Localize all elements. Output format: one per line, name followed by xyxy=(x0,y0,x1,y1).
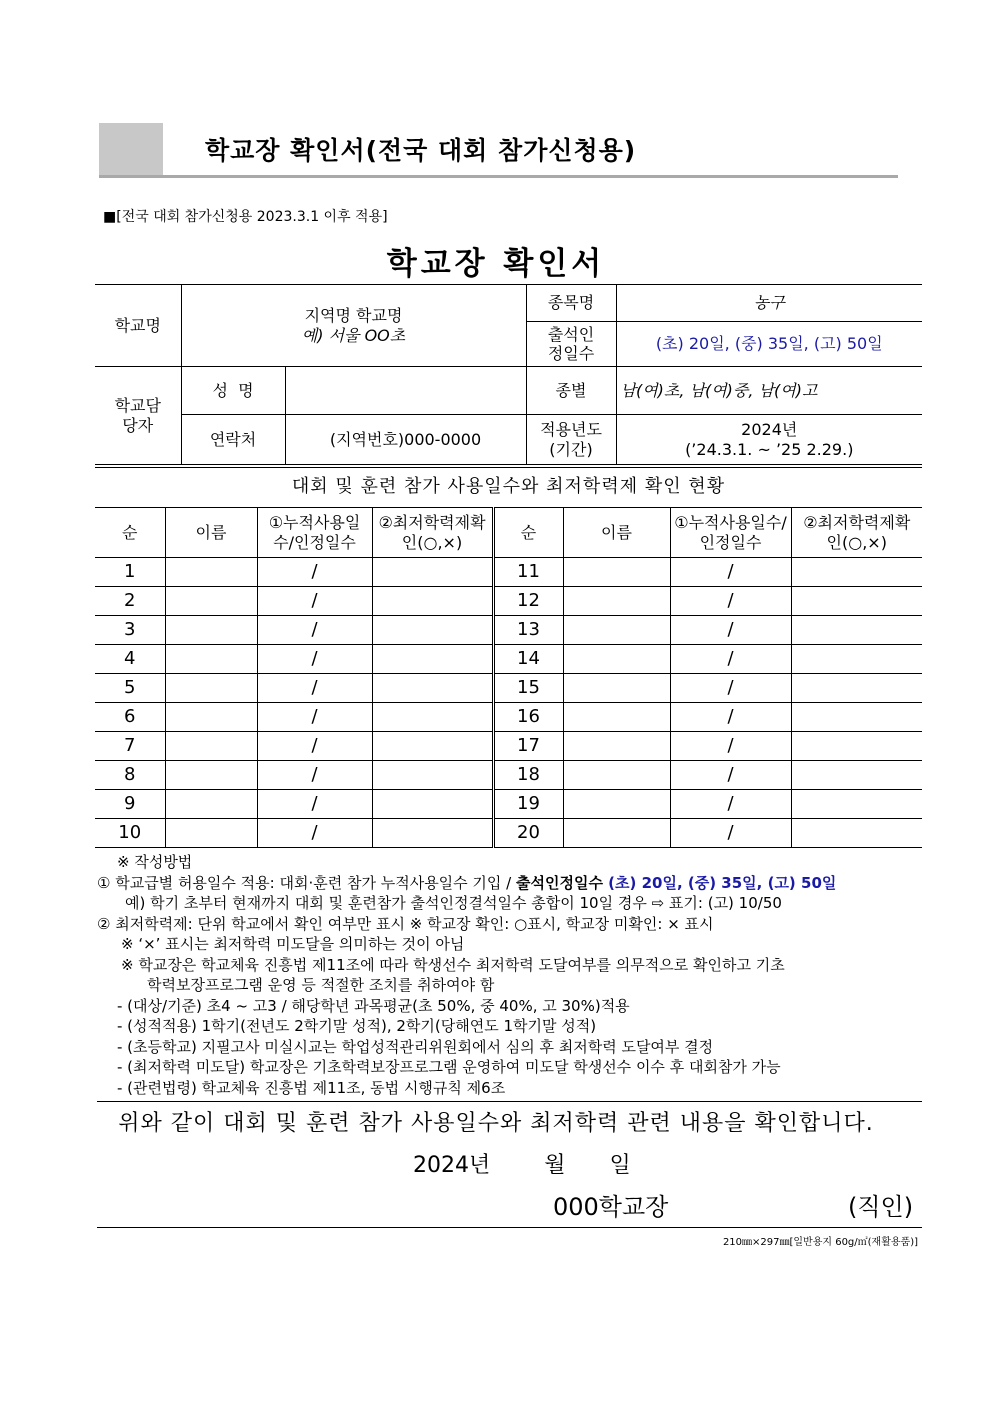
row-number-right: 18 xyxy=(493,761,563,790)
writing-guide xyxy=(97,852,922,1098)
row-days[interactable]: / xyxy=(257,645,372,674)
school-value-line1: 지역명 학교명 xyxy=(304,306,403,326)
row-check[interactable] xyxy=(372,558,493,587)
table-row xyxy=(95,616,922,645)
name-label: 성 명 xyxy=(181,367,285,415)
row-number: 9 xyxy=(95,790,165,819)
detail-3: - (초등학교) 지필고사 미실시교는 학업성적관리위원회에서 심의 후 최저학력 도달여부 결정 xyxy=(117,1037,714,1056)
detail-2: - (성적적용) 1학기(전년도 2학기말 성적), 2학기(당해연도 1학기말 성적) xyxy=(117,1017,597,1035)
row-check[interactable] xyxy=(372,732,493,761)
row-number-right: 20 xyxy=(493,819,563,848)
table-row xyxy=(95,790,922,819)
row-check-right[interactable] xyxy=(791,674,922,703)
manager-label xyxy=(95,367,181,465)
row-check[interactable] xyxy=(372,819,493,848)
school-label: 학교명 xyxy=(95,285,181,367)
header-divider xyxy=(99,175,898,178)
date-line xyxy=(413,1148,631,1179)
row-days-right[interactable]: / xyxy=(670,732,791,761)
note-2-sub2a: ※ 학교장은 학교체육 진흥법 제11조에 따라 학생선수 최저학력 도달여부를 의무적으로 확인하고 기초 xyxy=(121,955,785,974)
row-check[interactable] xyxy=(372,703,493,732)
event-label: 종목명 xyxy=(526,285,616,322)
row-name[interactable] xyxy=(165,732,257,761)
col-name: 이름 xyxy=(165,508,257,558)
contact-label: 연락처 xyxy=(181,415,285,465)
row-name[interactable] xyxy=(165,616,257,645)
date-year[interactable]: 2024년 xyxy=(413,1153,491,1178)
note-2-sub1: ※ ‘×’ 표시는 최저학력 미도달을 의미하는 것이 아님 xyxy=(121,935,465,953)
note-2: ② 최저학력제: 단위 학교에서 확인 여부만 표시 ※ 학교장 확인: ○표시, 학교장 미확인: × 표시 xyxy=(97,914,714,933)
row-check-right[interactable] xyxy=(791,819,922,848)
table-row xyxy=(95,703,922,732)
row-days[interactable]: / xyxy=(257,587,372,616)
manager-label-text: 학교담당자 xyxy=(114,396,161,435)
participation-table xyxy=(95,507,922,848)
col-name-right: 이름 xyxy=(563,508,670,558)
row-days-right[interactable]: / xyxy=(670,674,791,703)
row-check-right[interactable] xyxy=(791,587,922,616)
event-value[interactable]: 농구 xyxy=(616,285,922,322)
year-value-line1: 2024년 xyxy=(741,420,798,440)
name-value[interactable] xyxy=(285,367,526,415)
col-no: 순 xyxy=(95,508,165,558)
row-days[interactable]: / xyxy=(257,761,372,790)
row-check-right[interactable] xyxy=(791,645,922,674)
row-check-right[interactable] xyxy=(791,790,922,819)
row-name[interactable] xyxy=(165,819,257,848)
header-gray-block xyxy=(99,123,163,175)
row-name[interactable] xyxy=(165,761,257,790)
note-2-sub2b: 학력보장프로그램 운영 등 적절한 조치를 취하여야 함 xyxy=(147,976,495,994)
row-name-right[interactable] xyxy=(563,674,670,703)
row-days-right[interactable]: / xyxy=(670,587,791,616)
row-check-right[interactable] xyxy=(791,761,922,790)
contact-value[interactable]: (지역번호)000-0000 xyxy=(285,415,526,465)
category-value[interactable]: 남(여)초, 남(여)중, 남(여)고 xyxy=(616,367,922,415)
col-no-right: 순 xyxy=(493,508,563,558)
row-days-right[interactable]: / xyxy=(670,645,791,674)
note-1-example: 예) 학기 초부터 현재까지 대회 및 훈련참가 출석인정결석일수 총합이 10일 경우 ⇨ 표기: (고) 10/50 xyxy=(125,894,782,912)
col-check-right xyxy=(791,508,922,558)
row-number-right: 19 xyxy=(493,790,563,819)
row-number-right: 17 xyxy=(493,732,563,761)
note-1-text: ① 학교급별 허용일수 적용: 대회·훈련 참가 누적사용일수 기입 / xyxy=(97,873,516,892)
note-1-days: (초) 20일, (중) 35일, (고) 50일 xyxy=(602,873,837,892)
col-days-right-text: ①누적사용일수/인정일수 xyxy=(674,513,787,552)
row-number: 3 xyxy=(95,616,165,645)
row-days-right[interactable]: / xyxy=(670,703,791,732)
col-days-text: ①누적사용일수/인정일수 xyxy=(268,513,361,552)
table-row xyxy=(95,587,922,616)
row-name-right[interactable] xyxy=(563,558,670,587)
row-check-right[interactable] xyxy=(791,732,922,761)
row-check[interactable] xyxy=(372,790,493,819)
row-days-right[interactable]: / xyxy=(670,616,791,645)
row-days[interactable]: / xyxy=(257,819,372,848)
date-month[interactable]: 월 xyxy=(544,1153,566,1178)
row-name-right[interactable] xyxy=(563,761,670,790)
detail-1: - (대상/기준) 초4 ~ 고3 / 해당학년 과목평균(초 50%, 중 40%, 고 30%)적용 xyxy=(117,996,630,1015)
row-number-right: 16 xyxy=(493,703,563,732)
col-check xyxy=(372,508,493,558)
row-number: 2 xyxy=(95,587,165,616)
section-table xyxy=(95,467,922,506)
school-value-example: 예) 서울 OO초 xyxy=(301,325,406,345)
row-check[interactable] xyxy=(372,645,493,674)
row-days[interactable]: / xyxy=(257,674,372,703)
header-title: 학교장 확인서(전국 대회 참가신청용) xyxy=(205,136,637,165)
info-table xyxy=(95,284,922,465)
col-days-right xyxy=(670,508,791,558)
row-check-right[interactable] xyxy=(791,703,922,732)
row-name[interactable] xyxy=(165,558,257,587)
bottom-divider xyxy=(97,1227,922,1228)
row-name-right[interactable] xyxy=(563,790,670,819)
row-name-right[interactable] xyxy=(563,645,670,674)
notice-text: ■[전국 대회 참가신청용 2023.3.1 이후 적용] xyxy=(103,209,388,225)
row-number: 6 xyxy=(95,703,165,732)
col-check-text: ②최저학력제확인(○,×) xyxy=(378,513,486,552)
row-name[interactable] xyxy=(165,790,257,819)
year-label xyxy=(526,415,616,465)
official-seal: (직인) xyxy=(848,1193,914,1221)
row-number: 10 xyxy=(95,819,165,848)
year-value xyxy=(616,415,922,465)
row-name[interactable] xyxy=(165,703,257,732)
detail-5: - (관련법령) 학교체육 진흥법 제11조, 동법 시행규칙 제6조 xyxy=(117,1078,506,1097)
row-name[interactable] xyxy=(165,587,257,616)
confirm-statement: 위와 같이 대회 및 훈련 참가 사용일수와 최저학력 관련 내용을 확인합니다. xyxy=(118,1111,874,1136)
row-check[interactable] xyxy=(372,616,493,645)
row-name-right[interactable] xyxy=(563,587,670,616)
date-day[interactable]: 일 xyxy=(609,1153,631,1178)
row-number: 5 xyxy=(95,674,165,703)
row-name[interactable] xyxy=(165,645,257,674)
row-number: 7 xyxy=(95,732,165,761)
attendance-label xyxy=(526,322,616,367)
principal-name: 000학교장 xyxy=(553,1193,669,1221)
row-number-right: 11 xyxy=(493,558,563,587)
table-row xyxy=(95,732,922,761)
notes-heading: ※ 작성방법 xyxy=(117,853,193,871)
col-days xyxy=(257,508,372,558)
row-name-right[interactable] xyxy=(563,703,670,732)
row-check-right[interactable] xyxy=(791,616,922,645)
row-name-right[interactable] xyxy=(563,732,670,761)
detail-4: - (최저학력 미도달) 학교장은 기초학력보장프로그램 운영하여 미도달 학생선수 이수 후 대회참가 가능 xyxy=(117,1058,781,1076)
category-label: 종별 xyxy=(526,367,616,415)
table-row xyxy=(95,761,922,790)
divider xyxy=(97,1101,922,1102)
row-name[interactable] xyxy=(165,674,257,703)
row-number-right: 13 xyxy=(493,616,563,645)
attendance-value: (초) 20일, (중) 35일, (고) 50일 xyxy=(616,322,922,367)
row-days[interactable]: / xyxy=(257,732,372,761)
attendance-label-text: 출석인정일수 xyxy=(547,324,595,363)
row-days-right[interactable]: / xyxy=(670,819,791,848)
table-row xyxy=(95,558,922,587)
row-days[interactable]: / xyxy=(257,703,372,732)
document-title: 학교장 확인서 xyxy=(386,246,606,282)
row-check-right[interactable] xyxy=(791,558,922,587)
table-row xyxy=(95,819,922,848)
table-row xyxy=(95,645,922,674)
note-1 xyxy=(97,873,922,894)
col-check-right-text: ②최저학력제확인(○,×) xyxy=(803,513,911,552)
row-name-right[interactable] xyxy=(563,616,670,645)
row-number-right: 14 xyxy=(493,645,563,674)
row-days[interactable]: / xyxy=(257,790,372,819)
year-label-text: 적용년도(기간) xyxy=(540,420,602,459)
paper-spec: 210㎜×297㎜[일반용지 60g/㎡(재활용품)] xyxy=(722,1237,918,1248)
row-number: 1 xyxy=(95,558,165,587)
row-check[interactable] xyxy=(372,674,493,703)
table-header-row xyxy=(95,508,922,558)
section-title: 대회 및 훈련 참가 사용일수와 최저학력제 확인 현황 xyxy=(95,468,922,507)
row-days-right[interactable]: / xyxy=(670,790,791,819)
row-number-right: 15 xyxy=(493,674,563,703)
row-number-right: 12 xyxy=(493,587,563,616)
school-value[interactable] xyxy=(181,285,526,367)
row-days[interactable]: / xyxy=(257,558,372,587)
row-number: 4 xyxy=(95,645,165,674)
table-row xyxy=(95,674,922,703)
row-name-right[interactable] xyxy=(563,819,670,848)
row-days-right[interactable]: / xyxy=(670,558,791,587)
year-value-line2: (’24.3.1. ~ ’25 2.29.) xyxy=(685,439,854,459)
row-check[interactable] xyxy=(372,587,493,616)
row-check[interactable] xyxy=(372,761,493,790)
row-days[interactable]: / xyxy=(257,616,372,645)
row-number: 8 xyxy=(95,761,165,790)
note-1-bold: 출석인정일수 xyxy=(516,873,603,892)
row-days-right[interactable]: / xyxy=(670,761,791,790)
